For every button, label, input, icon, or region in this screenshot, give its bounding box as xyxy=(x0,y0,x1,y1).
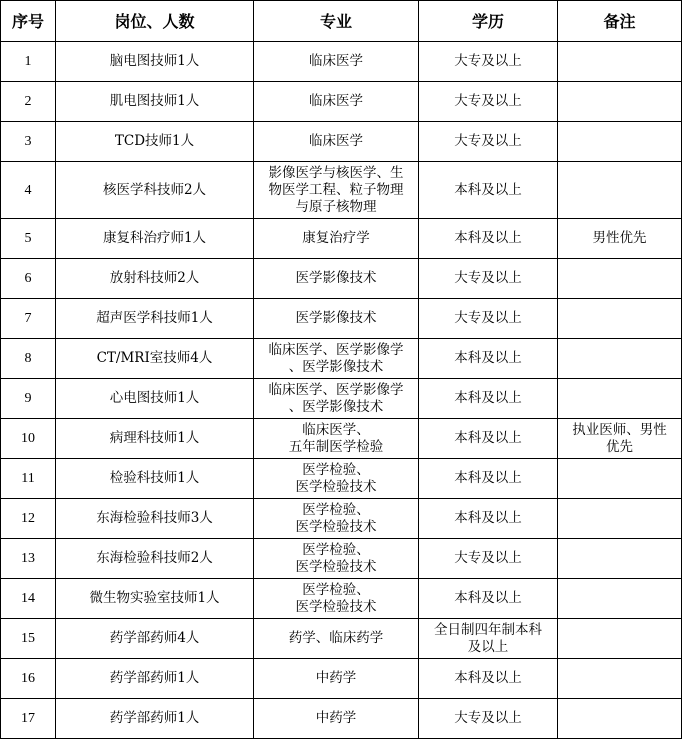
cell-education: 本科及以上 xyxy=(419,379,558,419)
cell-education: 大专及以上 xyxy=(419,82,558,122)
table-row xyxy=(1,619,682,659)
table-row xyxy=(1,539,682,579)
table-row xyxy=(1,699,682,739)
cell-serial: 3 xyxy=(1,122,56,162)
cell-note xyxy=(558,379,682,419)
cell-major: 医学影像技术 xyxy=(254,259,419,299)
cell-major: 中药学 xyxy=(254,659,419,699)
cell-note xyxy=(558,339,682,379)
cell-post: 肌电图技师1人 xyxy=(56,82,254,122)
table-row xyxy=(1,339,682,379)
header-post: 岗位、人数 xyxy=(56,1,254,42)
cell-education: 全日制四年制本科 及以上 xyxy=(419,619,558,659)
header-education: 学历 xyxy=(419,1,558,42)
cell-education: 大专及以上 xyxy=(419,539,558,579)
cell-education: 大专及以上 xyxy=(419,299,558,339)
cell-major: 医学检验、 医学检验技术 xyxy=(254,539,419,579)
cell-major: 临床医学、医学影像学 、医学影像技术 xyxy=(254,379,419,419)
table-row xyxy=(1,499,682,539)
cell-post: 东海检验科技师3人 xyxy=(56,499,254,539)
cell-education: 本科及以上 xyxy=(419,459,558,499)
header-major: 专业 xyxy=(254,1,419,42)
cell-post: 超声医学科技师1人 xyxy=(56,299,254,339)
cell-serial: 5 xyxy=(1,219,56,259)
table-row xyxy=(1,579,682,619)
cell-education: 本科及以上 xyxy=(419,339,558,379)
cell-post: 放射科技师2人 xyxy=(56,259,254,299)
cell-post: 脑电图技师1人 xyxy=(56,42,254,82)
cell-serial: 2 xyxy=(1,82,56,122)
cell-education: 本科及以上 xyxy=(419,659,558,699)
table-row xyxy=(1,219,682,259)
cell-serial: 11 xyxy=(1,459,56,499)
header-note: 备注 xyxy=(558,1,682,42)
cell-education: 本科及以上 xyxy=(419,499,558,539)
cell-note xyxy=(558,499,682,539)
cell-education: 本科及以上 xyxy=(419,579,558,619)
cell-education: 大专及以上 xyxy=(419,122,558,162)
header-serial: 序号 xyxy=(1,1,56,42)
cell-serial: 15 xyxy=(1,619,56,659)
table-row xyxy=(1,122,682,162)
cell-major: 临床医学 xyxy=(254,82,419,122)
cell-education: 大专及以上 xyxy=(419,259,558,299)
cell-serial: 13 xyxy=(1,539,56,579)
cell-serial: 7 xyxy=(1,299,56,339)
cell-major: 药学、临床药学 xyxy=(254,619,419,659)
cell-note xyxy=(558,459,682,499)
cell-major: 临床医学、医学影像学 、医学影像技术 xyxy=(254,339,419,379)
cell-major: 临床医学 xyxy=(254,122,419,162)
cell-note xyxy=(558,162,682,219)
cell-major: 医学影像技术 xyxy=(254,299,419,339)
cell-serial: 1 xyxy=(1,42,56,82)
cell-note xyxy=(558,299,682,339)
table-row xyxy=(1,419,682,459)
cell-note xyxy=(558,539,682,579)
cell-major: 中药学 xyxy=(254,699,419,739)
cell-serial: 14 xyxy=(1,579,56,619)
cell-serial: 12 xyxy=(1,499,56,539)
cell-post: 病理科技师1人 xyxy=(56,419,254,459)
cell-major: 康复治疗学 xyxy=(254,219,419,259)
cell-post: 药学部药师1人 xyxy=(56,659,254,699)
cell-note xyxy=(558,619,682,659)
cell-post: 东海检验科技师2人 xyxy=(56,539,254,579)
cell-post: 药学部药师1人 xyxy=(56,699,254,739)
table-body xyxy=(1,42,682,739)
cell-education: 本科及以上 xyxy=(419,419,558,459)
cell-note xyxy=(558,82,682,122)
cell-major: 医学检验、 医学检验技术 xyxy=(254,579,419,619)
cell-post: CT/MRI室技师4人 xyxy=(56,339,254,379)
cell-education: 本科及以上 xyxy=(419,162,558,219)
table-row xyxy=(1,162,682,219)
cell-note: 男性优先 xyxy=(558,219,682,259)
cell-post: 微生物实验室技师1人 xyxy=(56,579,254,619)
cell-major: 医学检验、 医学检验技术 xyxy=(254,499,419,539)
table-row xyxy=(1,299,682,339)
cell-note xyxy=(558,699,682,739)
cell-major: 医学检验、 医学检验技术 xyxy=(254,459,419,499)
cell-note xyxy=(558,122,682,162)
cell-serial: 6 xyxy=(1,259,56,299)
table-row xyxy=(1,259,682,299)
header-row xyxy=(1,1,682,42)
cell-serial: 10 xyxy=(1,419,56,459)
cell-post: 药学部药师4人 xyxy=(56,619,254,659)
cell-education: 本科及以上 xyxy=(419,219,558,259)
table-row xyxy=(1,659,682,699)
table-row xyxy=(1,459,682,499)
cell-serial: 4 xyxy=(1,162,56,219)
table-row xyxy=(1,42,682,82)
cell-post: TCD技师1人 xyxy=(56,122,254,162)
cell-note xyxy=(558,259,682,299)
table-row xyxy=(1,379,682,419)
cell-post: 核医学科技师2人 xyxy=(56,162,254,219)
cell-serial: 17 xyxy=(1,699,56,739)
cell-post: 心电图技师1人 xyxy=(56,379,254,419)
cell-major: 影像医学与核医学、生 物医学工程、粒子物理 与原子核物理 xyxy=(254,162,419,219)
cell-serial: 16 xyxy=(1,659,56,699)
cell-note: 执业医师、男性 优先 xyxy=(558,419,682,459)
cell-note xyxy=(558,42,682,82)
cell-education: 大专及以上 xyxy=(419,699,558,739)
cell-serial: 8 xyxy=(1,339,56,379)
cell-post: 康复科治疗师1人 xyxy=(56,219,254,259)
cell-major: 临床医学、 五年制医学检验 xyxy=(254,419,419,459)
cell-education: 大专及以上 xyxy=(419,42,558,82)
cell-post: 检验科技师1人 xyxy=(56,459,254,499)
table-row xyxy=(1,82,682,122)
cell-major: 临床医学 xyxy=(254,42,419,82)
cell-note xyxy=(558,579,682,619)
cell-serial: 9 xyxy=(1,379,56,419)
cell-note xyxy=(558,659,682,699)
